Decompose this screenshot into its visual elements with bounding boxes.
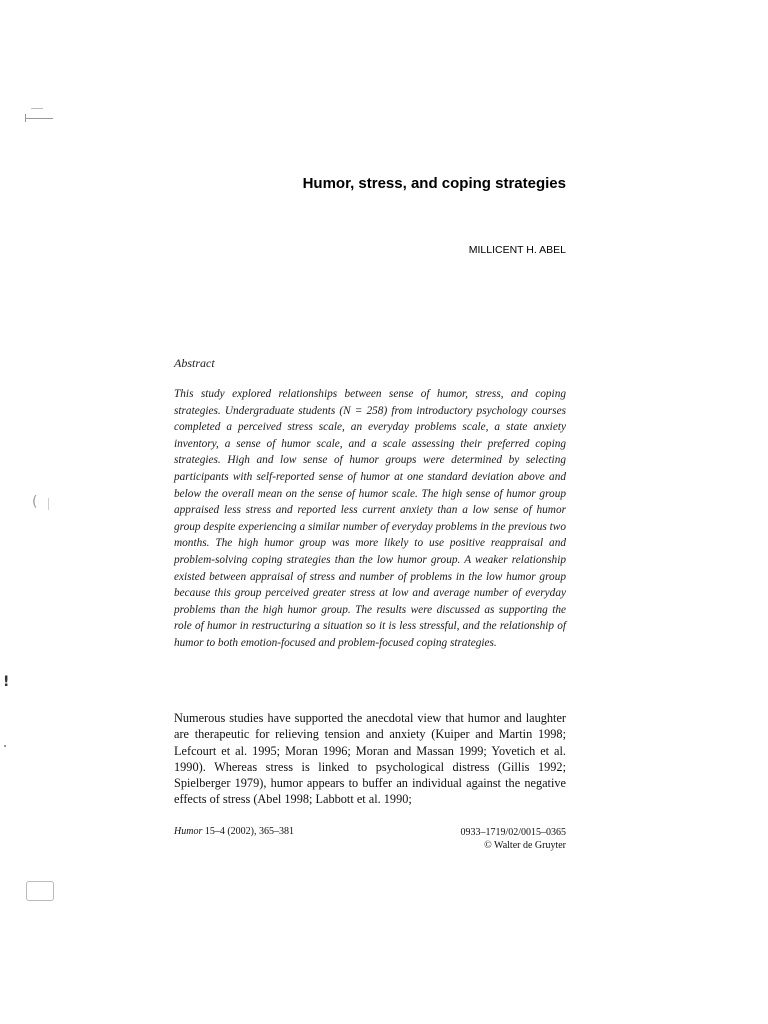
footer-publisher-info xyxy=(366,826,566,852)
body-paragraph: Numerous studies have supported the anecdotal view that humor and laughter are therapeutic for relieving tension and anxiety (Kuiper and Martin 1998; Lefcourt et al. 1995; Moran 1996; Moran and Massan 1999; Yovetich et al. 1990). Whereas stress is linked to psychological distress (Gillis 1992; Spielberger 1979), humor appears to buffer an individual against the negative effects of stress (Abel 1998; Labbott et al. 1990; xyxy=(174,711,566,807)
scan-mark-bottom xyxy=(26,881,54,901)
article-author: MILLICENT H. ABEL xyxy=(468,244,566,256)
footer-journal-name: Humor xyxy=(174,826,203,837)
article-title: Humor, stress, and coping strategies xyxy=(302,175,566,192)
footer-volume-pages: 15–4 (2002), 365–381 xyxy=(204,826,295,837)
footer-copyright: © Walter de Gruyter xyxy=(484,840,566,851)
scan-mark-left-edge: ! xyxy=(3,674,10,690)
footer-issn: 0933–1719/02/0015–0365 xyxy=(460,827,566,838)
scan-bracket-mark: ( xyxy=(32,494,38,510)
footer-citation xyxy=(174,826,294,837)
scan-dot xyxy=(4,745,6,747)
abstract-heading: Abstract xyxy=(174,356,215,370)
scan-mark-mid xyxy=(48,498,49,510)
scan-mark-top xyxy=(25,108,53,124)
abstract-text: This study explored relationships between sense of humor, stress, and coping strategies. Undergraduate students (N = 258) from introductory psychology courses completed a perceived stress scale, an everyday problems scale, a state anxiety inventory, a sense of humor scale, and a scale assessing their preferred coping strategies. High and low sense of humor groups were determined by selecting participants with self-reported sense of humor at one standard deviation above and below the overall mean on the sense of humor scale. The high sense of humor group appraised less stress and reported less current anxiety than a low sense of humor group despite experiencing a similar number of everyday problems in the previous two months. The high humor group was more likely to use positive reappraisal and problem-solving coping strategies than the low humor group. A weaker relationship existed between appraisal of stress and number of problems in the low humor group because this group perceived greater stress at low and average number of everyday problems than the high humor group. The results were discussed as supporting the role of humor in restructuring a situation so it is less stressful, and the relationship of humor to both emotion-focused and problem-focused coping strategies. xyxy=(174,388,566,649)
